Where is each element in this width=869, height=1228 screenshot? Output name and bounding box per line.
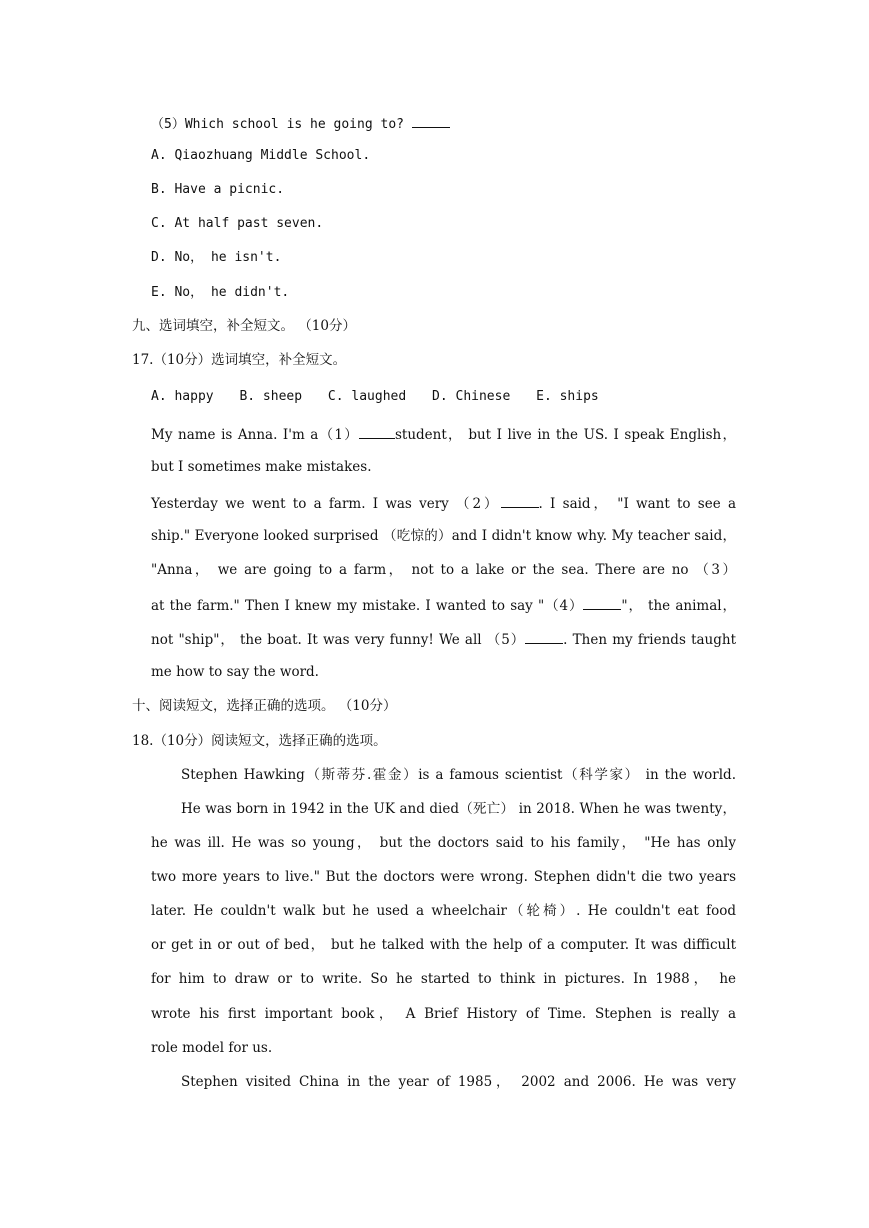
passage-text: student， but I live in the US. I speak English，	[394, 427, 736, 443]
blank-2[interactable]	[501, 493, 539, 508]
reading-line: wrote his first important book， A Brief History of Time. Stephen is really a	[151, 1006, 736, 1022]
reading-line: role model for us.	[151, 1040, 273, 1056]
passage-text: . I said， "I want to see a	[538, 496, 737, 512]
passage-text: not "ship"， the boat. It was very funny! We all （5）	[151, 632, 526, 648]
option-a: A. Qiaozhuang Middle School.	[151, 148, 371, 163]
q16-item-5-text: （5）Which school is he going to?	[151, 117, 404, 132]
choice-d: D. Chinese	[432, 389, 511, 404]
reading-line: He was born in 1942 in the UK and died（死亡） in 2018. When he was twenty，	[181, 801, 736, 817]
word-choices	[151, 388, 599, 406]
q16-item-5	[151, 113, 450, 134]
passage-line	[151, 424, 736, 444]
option-e: E. No， he didn't.	[151, 285, 290, 300]
passage-text: My name is Anna. I'm a（1）	[151, 427, 359, 443]
blank-4[interactable]	[583, 595, 621, 610]
reading-line: two more years to live." But the doctors were wrong. Stephen didn't die two years	[151, 869, 736, 885]
reading-line: Stephen Hawking（斯蒂芬.霍金）is a famous scientist（科学家） in the world.	[181, 767, 736, 783]
passage-line: "Anna， we are going to a farm， not to a lake or the sea. There are no （3）	[151, 562, 736, 578]
passage-line: ship." Everyone looked surprised （吃惊的）and I didn't know why. My teacher said，	[151, 528, 736, 544]
option-b: B. Have a picnic.	[151, 182, 285, 197]
choice-c: C. laughed	[327, 389, 407, 404]
q18-title: 18.（10分）阅读短文，选择正确的选项。	[132, 733, 387, 749]
passage-line	[151, 493, 736, 513]
blank-1[interactable]	[359, 424, 395, 439]
q17-title: 17.（10分）选词填空，补全短文。	[132, 352, 347, 368]
reading-line: or get in or out of bed， but he talked with the help of a computer. It was difficult	[151, 937, 736, 953]
answer-blank[interactable]	[412, 113, 450, 128]
passage-line: me how to say the word.	[151, 664, 319, 680]
choice-e: E. ships	[536, 389, 599, 404]
section-10-heading: 十、阅读短文，选择正确的选项。 （10分）	[132, 698, 397, 714]
blank-5[interactable]	[525, 629, 563, 644]
choice-a: A. happy	[151, 389, 214, 404]
option-d: D. No， he isn't.	[151, 250, 282, 265]
passage-line	[151, 595, 736, 615]
choice-b: B. sheep	[239, 389, 303, 404]
passage-text: "， the animal，	[621, 598, 736, 614]
passage-text: at the farm." Then I knew my mistake. I wanted to say "（4）	[151, 598, 584, 614]
passage-text: . Then my friends taught	[563, 632, 737, 648]
passage-line	[151, 629, 736, 649]
passage-text: Yesterday we went to a farm. I was very （2）	[151, 496, 501, 512]
section-9-heading: 九、选词填空，补全短文。 （10分）	[132, 318, 356, 334]
option-c: C. At half past seven.	[151, 216, 324, 231]
reading-line: he was ill. He was so young， but the doctors said to his family， "He has only	[151, 835, 736, 851]
reading-line: for him to draw or to write. So he started to think in pictures. In 1988， he	[151, 971, 736, 987]
reading-line: later. He couldn't walk but he used a wheelchair（轮椅）. He couldn't eat food	[151, 903, 736, 919]
reading-line: Stephen visited China in the year of 1985， 2002 and 2006. He was very	[181, 1074, 736, 1090]
passage-line: but I sometimes make mistakes.	[151, 459, 372, 475]
